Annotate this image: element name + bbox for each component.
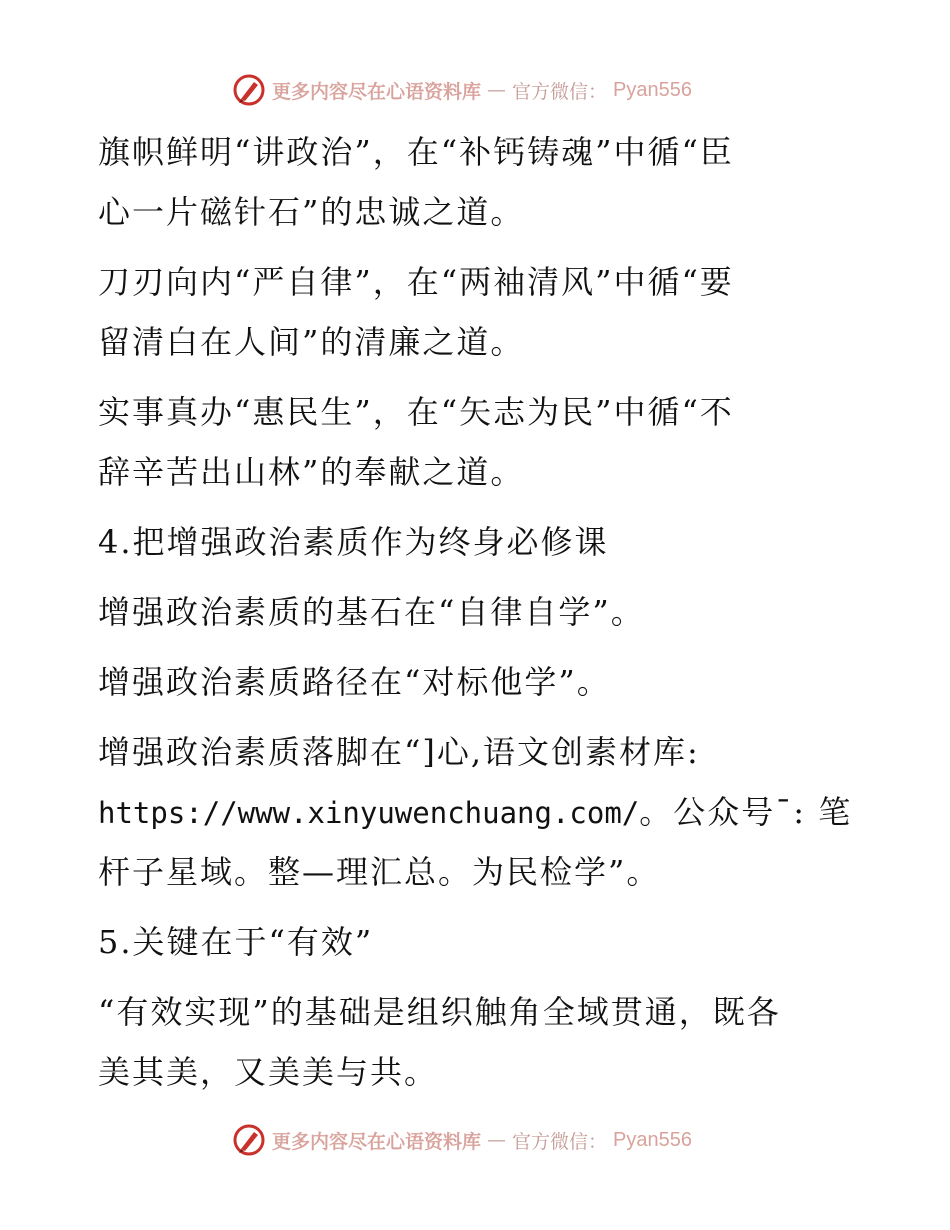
banner-separator: — — [487, 79, 507, 101]
source-url: https://www.xinyuwenchuang.com/ — [98, 796, 640, 830]
banner-wechat-id: Pyan556 — [613, 78, 692, 101]
paragraph-4: 增强政治素质的基石在“自律自学”。 — [98, 593, 645, 631]
paragraph-6-line-2-rest: 。公众号¯: 笔 — [639, 793, 853, 831]
banner-text: 更多内容尽在心语资料库 — [272, 1130, 482, 1153]
paragraph-6-line-3: 杆子星域。整—理汇总。为民检学”。 — [98, 853, 661, 891]
heading-5: 5.关键在于“有效” — [98, 923, 374, 961]
paragraph-5: 增强政治素质路径在“对标他学”。 — [98, 663, 611, 701]
header-banner — [232, 70, 732, 110]
footer-banner — [232, 1120, 732, 1160]
paragraph-2-line-1: 刀刃向内“严自律”，在“两袖清风”中循“要 — [98, 263, 734, 301]
paragraph-3-line-2: 辞辛苦出山林”的奉献之道。 — [98, 453, 525, 491]
banner-wechat-label: 官方微信： — [512, 1130, 608, 1153]
paragraph-2-line-2: 留清白在人间”的清廉之道。 — [98, 323, 525, 361]
banner-text: 更多内容尽在心语资料库 — [272, 80, 482, 103]
banner-wechat-id: Pyan556 — [613, 1128, 692, 1151]
paragraph-7-line-1: “有效实现”的基础是组织触角全域贯通，既各 — [98, 993, 781, 1031]
paragraph-7-line-2: 美其美，又美美与共。 — [98, 1053, 439, 1091]
banner-wechat-label: 官方微信： — [512, 80, 608, 103]
document-body — [98, 122, 898, 1102]
paragraph-6-line-2 — [98, 782, 898, 842]
pen-logo-icon — [232, 73, 266, 107]
paragraph-1-line-1: 旗帜鲜明“讲政治”，在“补钙铸魂”中循“臣 — [98, 133, 734, 171]
paragraph-1-line-2: 心一片磁针石”的忠诚之道。 — [98, 193, 525, 231]
banner-separator: — — [487, 1129, 507, 1151]
paragraph-6-line-1: 增强政治素质落脚在“]心,语文创素材库: — [98, 733, 700, 771]
paragraph-3-line-1: 实事真办“惠民生”，在“矢志为民”中循“不 — [98, 393, 734, 431]
pen-logo-icon — [232, 1123, 266, 1157]
heading-4: 4.把增强政治素质作为终身必修课 — [98, 523, 609, 561]
